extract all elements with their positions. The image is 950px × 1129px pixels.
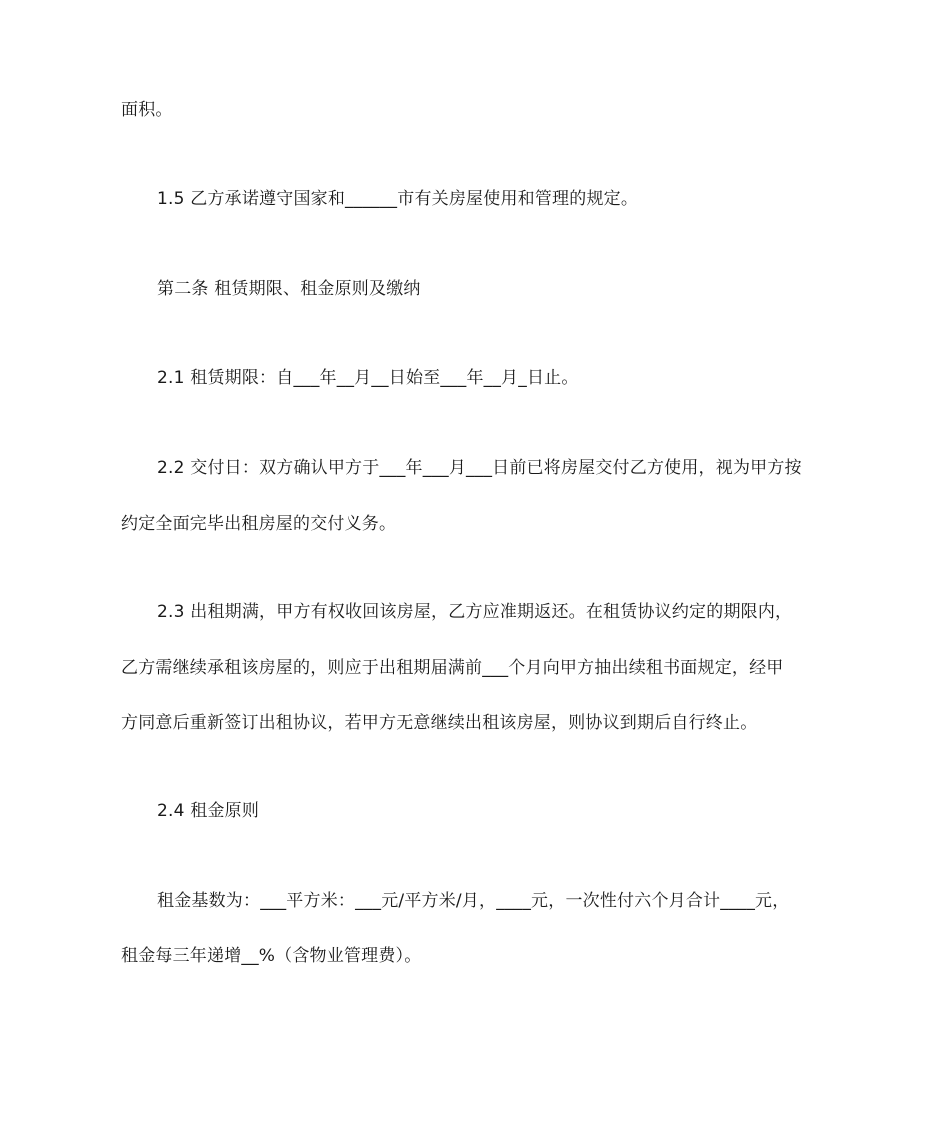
section-heading-article-2: 第二条 租赁期限、租金原则及缴纳 <box>157 279 421 299</box>
rent-base-line: 租金基数为：___平方米：___元/平方米/月，____元，一次性付六个月合计____元， <box>157 891 790 911</box>
clause-2-3-continued: 乙方需继续承租该房屋的，则应于出租期届满前___个月向甲方抽出续租书面规定，经甲 <box>121 658 784 678</box>
rent-increase-line: 租金每三年递增__%（含物业管理费）。 <box>121 946 422 966</box>
paragraph-line: 面积。 <box>121 100 173 120</box>
clause-2-4-heading: 2.4 租金原则 <box>157 801 260 821</box>
clause-2-3: 2.3 出租期满，甲方有权收回该房屋，乙方应准期返还。在租赁协议约定的期限内， <box>157 602 793 622</box>
clause-2-1: 2.1 租赁期限：自___年__月__日始至___年__月_日止。 <box>157 368 579 388</box>
clause-2-2-continued: 约定全面完毕出租房屋的交付义务。 <box>121 514 397 534</box>
clause-2-3-continued: 方同意后重新签订出租协议，若甲方无意继续出租该房屋，则协议到期后自行终止。 <box>121 713 758 733</box>
clause-2-2: 2.2 交付日：双方确认甲方于___年___月___日前已将房屋交付乙方使用，视为甲方按 <box>157 458 802 478</box>
clause-1-5: 1.5 乙方承诺遵守国家和______市有关房屋使用和管理的规定。 <box>157 189 639 209</box>
